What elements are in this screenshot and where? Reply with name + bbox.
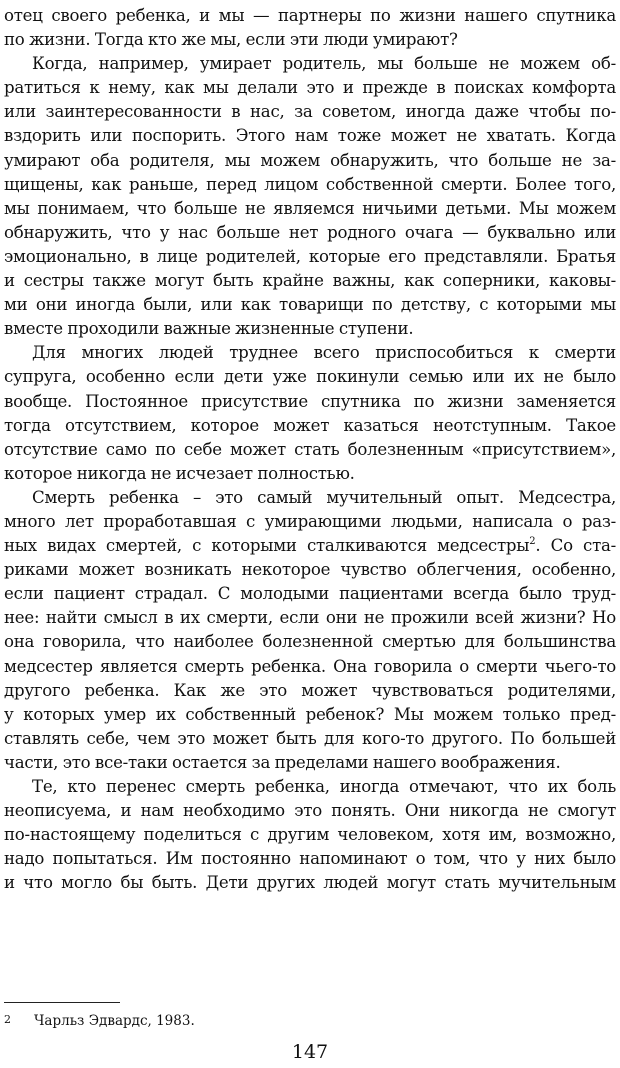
- text-line-content: ратиться к нему, как мы делали это и прежде в поисках комфорта: [4, 78, 616, 98]
- text-line: [4, 365, 616, 389]
- text-line-content: вздорить или поспорить. Этого нам тоже может не хватать. Когда: [4, 126, 616, 146]
- text-line: [4, 630, 616, 654]
- text-line: [4, 751, 616, 775]
- text-line-content: супруга, особенно если дети уже покинули семью или их не было: [4, 367, 616, 387]
- text-line-content: Когда, например, умирает родитель, мы больше не можем об-: [32, 54, 616, 74]
- text-line-content: много лет проработавшая с умирающими людьми, написала о раз-: [4, 511, 616, 531]
- text-line: [4, 655, 616, 679]
- text-line: [4, 149, 616, 173]
- text-line-content: другого ребенка. Как же это может чувствоваться родителями,: [4, 680, 616, 700]
- text-line: [4, 173, 616, 197]
- text-line-content: Смерть ребенка – это самый мучительный опыт. Медсестра,: [32, 487, 616, 507]
- text-line: [4, 679, 616, 703]
- text-line: [4, 847, 616, 871]
- text-line-content: вообще. Постоянное присутствие спутника по жизни заменяется: [4, 391, 616, 411]
- text-line: [4, 52, 616, 76]
- text-line-continuation: . Со ста-: [535, 536, 616, 556]
- text-line-content: Те, кто перенес смерть ребенка, иногда отмечают, что их боль: [32, 777, 616, 796]
- text-line-content: у которых умер их собственный ребенок? Мы можем только пред-: [4, 704, 616, 724]
- text-line-content: медсестер является смерть ребенка. Она говорила о смерти чьего-то: [4, 656, 616, 676]
- text-line-content: по-настоящему поделиться с другим человеком, хотя им, возможно,: [4, 825, 616, 845]
- text-line-content: части, это все-таки остается за пределами нашего воображения.: [4, 752, 561, 772]
- text-line-content: неописуема, и нам необходимо это понять. Они никогда не смогут: [4, 801, 616, 821]
- text-line-content: эмоционально, в лице родителей, которые его представляли. Братья: [4, 246, 616, 266]
- footnote: [4, 1011, 195, 1030]
- text-line: [4, 341, 616, 365]
- text-line: [4, 124, 616, 148]
- text-line: [4, 510, 616, 534]
- text-line: [4, 823, 616, 847]
- text-line: [4, 582, 616, 606]
- text-line: [4, 221, 616, 245]
- text-line: [4, 871, 616, 895]
- text-line: [4, 462, 616, 486]
- text-line: [4, 438, 616, 462]
- text-line-content: нее: найти смысл в их смерти, если они не прожили всей жизни? Но: [4, 608, 616, 628]
- text-line-content: или заинтересованности в нас, за советом, иногда даже чтобы по-: [4, 102, 616, 122]
- text-line: [4, 703, 616, 727]
- text-line-content: которое никогда не исчезает полностью.: [4, 463, 355, 483]
- text-line: [4, 269, 616, 293]
- body-text: [4, 4, 616, 895]
- footnote-text: Чарльз Эдвардс, 1983.: [34, 1013, 195, 1029]
- text-line-content: и что могло бы быть. Дети других людей могут стать мучительным: [4, 873, 616, 893]
- text-line: [4, 390, 616, 414]
- text-line: [4, 245, 616, 269]
- text-line-content: тогда отсутствием, которое может казаться неотступным. Такое: [4, 415, 616, 435]
- footnote-divider: [4, 1002, 120, 1003]
- text-line-content: щищены, как раньше, перед лицом собственной смерти. Более того,: [4, 174, 616, 194]
- text-line: [4, 486, 616, 510]
- text-line: [4, 414, 616, 438]
- text-line-content: ставлять себе, чем это может быть для кого-то другого. По большей: [4, 728, 616, 748]
- text-line-content: Для многих людей труднее всего приспособиться к смерти: [32, 343, 616, 363]
- text-line: [4, 197, 616, 221]
- text-line: [4, 775, 616, 799]
- text-line: [4, 727, 616, 751]
- text-line-content: вместе проходили важные жизненные ступени.: [4, 319, 414, 339]
- text-line: [4, 28, 616, 52]
- text-line: [4, 558, 616, 582]
- text-line: [4, 534, 616, 558]
- text-line: [4, 4, 616, 28]
- text-line-content: надо попытаться. Им постоянно напоминают о том, что у них было: [4, 849, 616, 869]
- text-line: [4, 317, 616, 341]
- text-line-content: ных видах смертей, с которыми сталкиваются медсестры: [4, 536, 530, 556]
- text-line-content: и сестры также могут быть крайне важны, как соперники, каковы-: [4, 271, 616, 291]
- text-line-content: отец своего ребенка, и мы — партнеры по жизни нашего спутника: [4, 6, 616, 25]
- text-line-content: по жизни. Тогда кто же мы, если эти люди умирают?: [4, 30, 458, 50]
- footnote-reference: 2: [529, 536, 536, 548]
- text-line-content: отсутствие само по себе может стать болезненным «присутствием»,: [4, 439, 616, 459]
- text-line-content: она говорила, что наиболее болезненной смертью для большинства: [4, 632, 616, 652]
- text-line-content: ми они иногда были, или как товарищи по детству, с которыми мы: [4, 295, 616, 315]
- text-line: [4, 799, 616, 823]
- text-line: [4, 76, 616, 100]
- footnote-mark: 2: [4, 1013, 11, 1026]
- text-line-content: если пациент страдал. С молодыми пациентами всегда было труд-: [4, 584, 616, 604]
- text-line-content: обнаружить, что у нас больше нет родного очага — буквально или: [4, 222, 616, 242]
- text-line: [4, 100, 616, 124]
- text-line: [4, 606, 616, 630]
- text-line-content: умирают оба родителя, мы можем обнаружить, что больше не за-: [4, 150, 616, 170]
- text-line-content: риками может возникать некоторое чувство облегчения, особенно,: [4, 560, 616, 580]
- text-line: [4, 293, 616, 317]
- text-line-content: мы понимаем, что больше не являемся ничьими детьми. Мы можем: [4, 198, 616, 218]
- page-number: 147: [291, 1041, 329, 1063]
